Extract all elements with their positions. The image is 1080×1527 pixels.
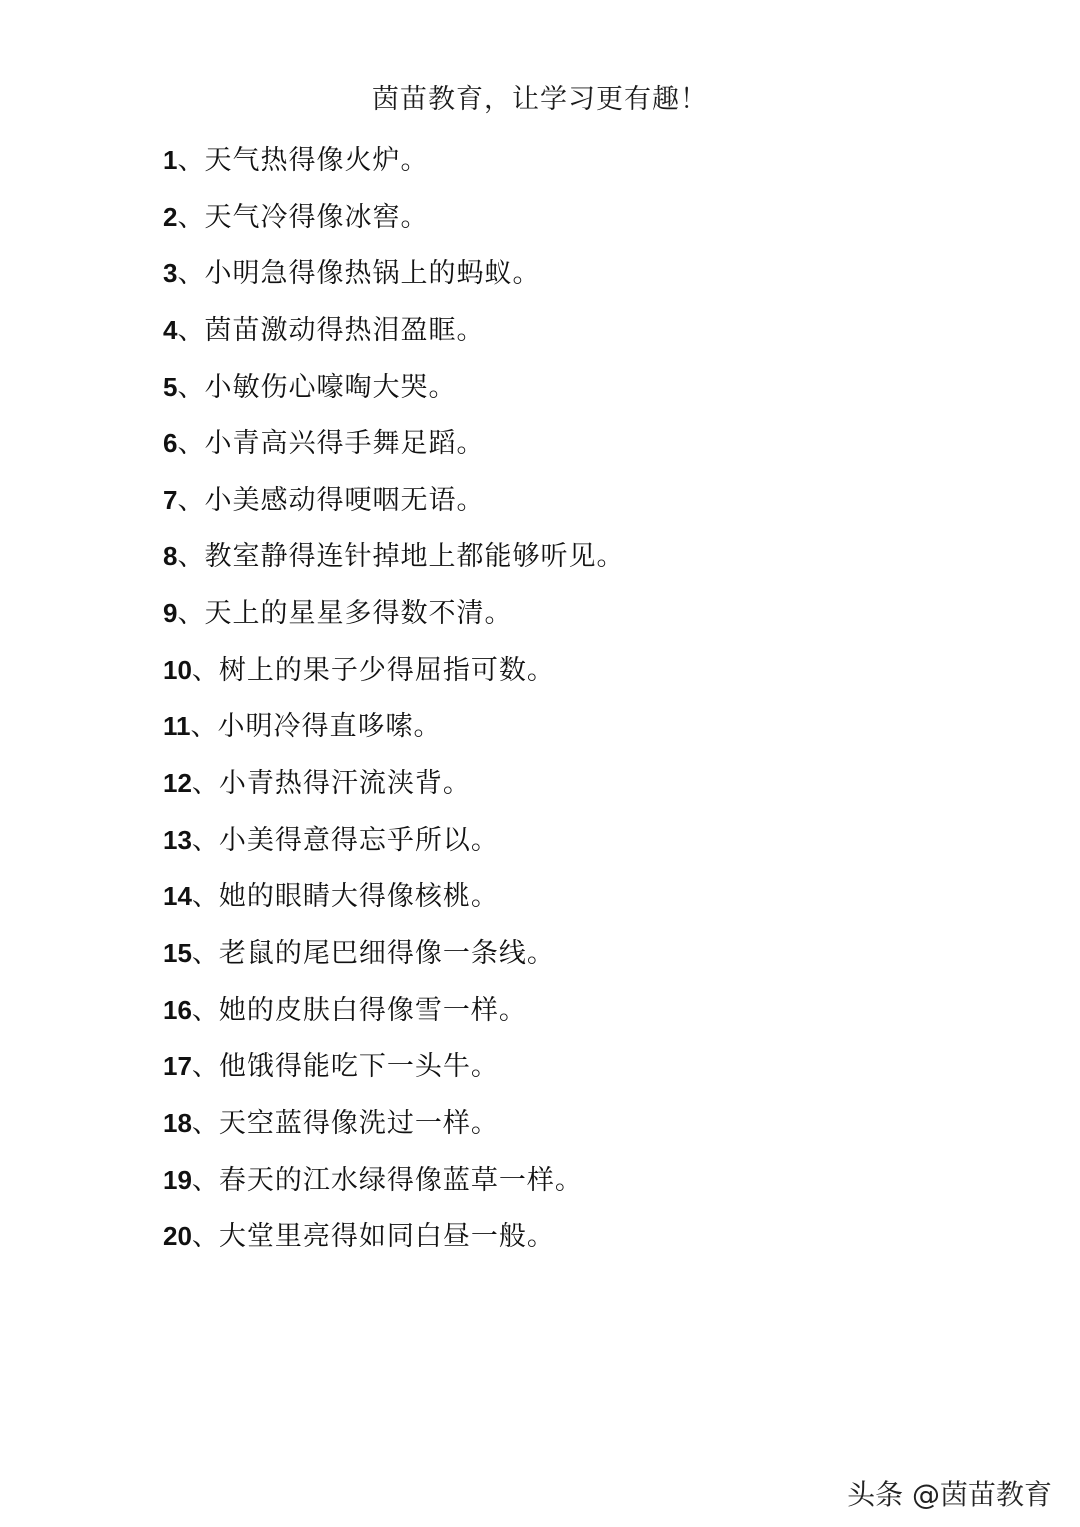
list-item [163, 310, 983, 367]
sentence-list [163, 140, 983, 1273]
item-number: 19 [163, 1164, 192, 1195]
item-number: 9 [163, 598, 178, 629]
item-number: 4 [163, 314, 178, 345]
item-text: 小明急得像热锅上的蚂蚁。 [204, 258, 541, 290]
list-item [163, 140, 983, 197]
item-number: 6 [163, 428, 178, 459]
page-title: 茵苗教育，让学习更有趣！ [372, 84, 708, 115]
list-item [163, 253, 983, 310]
item-text: 春天的江水绿得像蓝草一样。 [218, 1164, 583, 1196]
item-number: 10 [163, 654, 192, 685]
item-text: 天上的星星多得数不清。 [204, 598, 513, 630]
item-number: 12 [163, 768, 192, 799]
item-text: 茵苗激动得热泪盈眶。 [204, 314, 485, 346]
list-item [163, 480, 983, 537]
item-number: 14 [163, 881, 192, 912]
item-number: 15 [163, 937, 192, 968]
item-text: 小青热得汗流浃背。 [218, 768, 471, 800]
item-separator: 、 [177, 484, 205, 516]
list-item [163, 876, 983, 933]
item-text: 老鼠的尾巴细得像一条线。 [218, 937, 555, 969]
list-item [163, 990, 983, 1047]
item-separator: 、 [177, 201, 205, 233]
item-separator: 、 [191, 824, 219, 856]
item-separator: 、 [177, 371, 205, 403]
item-number: 2 [163, 201, 178, 232]
item-separator: 、 [191, 654, 219, 686]
list-item [163, 593, 983, 650]
list-item [163, 933, 983, 990]
list-item [163, 706, 983, 763]
item-separator: 、 [177, 145, 205, 176]
item-number: 3 [163, 258, 178, 289]
item-text: 天气热得像火炉。 [204, 145, 429, 176]
item-number: 11 [163, 711, 191, 742]
item-text: 教室静得连针掉地上都能够听见。 [204, 541, 625, 573]
item-separator: 、 [190, 711, 218, 743]
item-text: 她的皮肤白得像雪一样。 [218, 994, 527, 1026]
item-text: 她的眼睛大得像核桃。 [218, 881, 499, 913]
item-number: 1 [163, 145, 178, 175]
item-number: 13 [163, 824, 192, 855]
item-number: 7 [163, 484, 178, 515]
list-item [163, 820, 983, 877]
list-item [163, 536, 983, 593]
item-text: 小青高兴得手舞足蹈。 [204, 428, 485, 460]
item-number: 17 [163, 1051, 192, 1082]
item-separator: 、 [191, 1164, 219, 1196]
item-separator: 、 [191, 1221, 219, 1253]
item-text: 小美得意得忘乎所以。 [218, 824, 499, 856]
item-separator: 、 [177, 314, 205, 346]
item-separator: 、 [177, 428, 205, 460]
item-text: 树上的果子少得屈指可数。 [218, 654, 555, 686]
item-number: 18 [163, 1107, 192, 1138]
list-item [163, 367, 983, 424]
item-text: 小明冷得直哆嗦。 [217, 711, 442, 743]
list-item [163, 1103, 983, 1160]
item-separator: 、 [177, 541, 205, 573]
list-item [163, 423, 983, 480]
item-text: 小敏伤心嚎啕大哭。 [204, 371, 457, 403]
watermark: 头条 @茵苗教育 [847, 1478, 1052, 1511]
item-text: 天空蓝得像洗过一样。 [218, 1107, 499, 1139]
list-item [163, 763, 983, 820]
item-separator: 、 [191, 1107, 219, 1139]
item-separator: 、 [191, 1051, 219, 1083]
item-separator: 、 [191, 768, 219, 800]
item-separator: 、 [191, 881, 219, 913]
item-text: 大堂里亮得如同白昼一般。 [218, 1221, 555, 1253]
item-number: 5 [163, 371, 178, 402]
item-separator: 、 [191, 937, 219, 969]
list-item [163, 1046, 983, 1103]
list-item [163, 1160, 983, 1217]
item-text: 天气冷得像冰窖。 [204, 201, 429, 233]
item-number: 8 [163, 541, 178, 572]
list-item [163, 197, 983, 254]
item-number: 16 [163, 994, 192, 1025]
item-separator: 、 [177, 598, 205, 630]
item-text: 他饿得能吃下一头牛。 [218, 1051, 499, 1083]
item-number: 20 [163, 1221, 192, 1252]
item-text: 小美感动得哽咽无语。 [204, 484, 485, 516]
item-separator: 、 [177, 258, 205, 290]
list-item [163, 1216, 983, 1273]
item-separator: 、 [191, 994, 219, 1026]
list-item [163, 650, 983, 707]
